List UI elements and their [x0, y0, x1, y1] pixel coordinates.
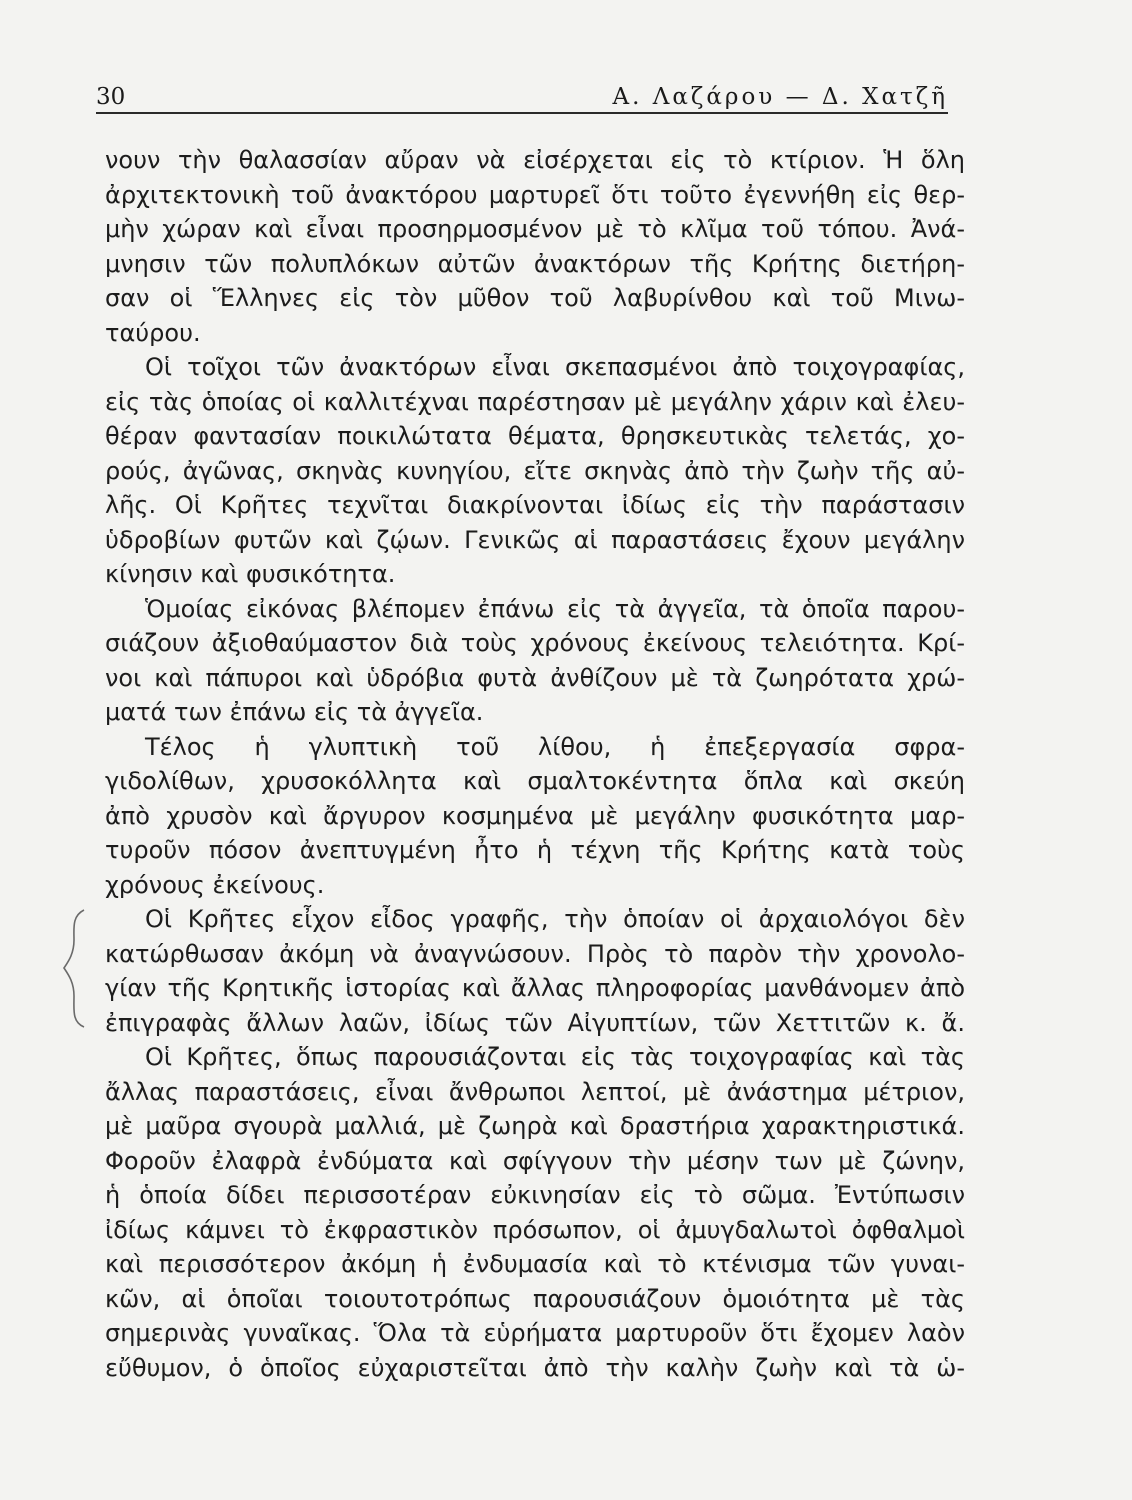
- text-line: ἀρχιτεκτονικὴ τοῦ ἀνακτόρου μαρτυρεῖ ὅτι τοῦτο ἐγεννήθη εἰς θερ-: [105, 180, 965, 209]
- text-line: ἡ ὁποία δίδει περισσοτέραν εὐκινησίαν εἰς τὸ σῶμα. Ἐντύπωσιν: [105, 1181, 965, 1209]
- text-line: εὔθυμον, ὁ ὁποῖος εὐχαριστεῖται ἀπὸ τὴν καλὴν ζωὴν καὶ τὰ ὡ-: [105, 1353, 965, 1382]
- running-head: Α. Λαζάρου — Δ. Χατζῆ: [612, 84, 948, 110]
- text-line: Οἱ τοῖχοι τῶν ἀνακτόρων εἶναι σκεπασμένοι ἀπὸ τοιχογραφίας,: [145, 353, 965, 381]
- text-line: σημερινὰς γυναῖκας. Ὅλα τὰ εὑρήματα μαρτυροῦν ὅτι ἔχομεν λαὸν: [105, 1319, 965, 1347]
- text-line: μὲ μαῦρα σγουρὰ μαλλιά, μὲ ζωηρὰ καὶ δραστήρια χαρακτηριστικά.: [105, 1112, 965, 1140]
- text-line: ματά των ἐπάνω εἰς τὰ ἀγγεῖα.: [105, 698, 484, 726]
- text-line: τυροῦν πόσον ἀνεπτυγμένη ἦτο ἡ τέχνη τῆς Κρήτης κατὰ τοὺς: [105, 836, 965, 864]
- text-line: κατώρθωσαν ἀκόμη νὰ ἀναγνώσουν. Πρὸς τὸ παρὸν τὴν χρονολο-: [105, 939, 965, 968]
- text-line: μνησιν τῶν πολυπλόκων αὐτῶν ἀνακτόρων τῆς Κρήτης διετήρη-: [105, 249, 965, 278]
- text-line: νουν τὴν θαλασσίαν αὔραν νὰ εἰσέρχεται εἰς τὸ κτίριον. Ἡ ὅλη: [105, 146, 965, 174]
- text-line: Φοροῦν ἐλαφρὰ ἐνδύματα καὶ σφίγγουν τὴν μέσην των μὲ ζώνην,: [105, 1146, 965, 1175]
- page-header: [96, 82, 948, 114]
- text-line: ἐπιγραφὰς ἄλλων λαῶν, ἰδίως τῶν Αἰγυπτίων, τῶν Χεττιτῶν κ. ἄ.: [105, 1008, 965, 1037]
- text-line: σαν οἱ Ἕλληνες εἰς τὸν μῦθον τοῦ λαβυρίνθου καὶ τοῦ Μινω-: [105, 284, 965, 312]
- text-line: γίαν τῆς Κρητικῆς ἱστορίας καὶ ἄλλας πληροφορίας μανθάνομεν ἀπὸ: [105, 974, 965, 1002]
- text-line: ταύρου.: [105, 318, 201, 347]
- text-line: ὑδροβίων φυτῶν καὶ ζῴων. Γενικῶς αἱ παραστάσεις ἔχουν μεγάλην: [105, 525, 965, 554]
- text-line: Οἱ Κρῆτες, ὅπως παρουσιάζονται εἰς τὰς τοιχογραφίας καὶ τὰς: [145, 1043, 965, 1071]
- text-line: ἀπὸ χρυσὸν καὶ ἄργυρον κοσμημένα μὲ μεγάλην φυσικότητα μαρ-: [105, 801, 965, 830]
- text-line: μὴν χώραν καὶ εἶναι προσηρμοσμένον μὲ τὸ κλῖμα τοῦ τόπου. Ἀνά-: [105, 215, 965, 243]
- handwritten-brace-mark: [58, 906, 88, 1031]
- text-line: Τέλος ἡ γλυπτικὴ τοῦ λίθου, ἡ ἐπεξεργασία σφρα-: [145, 732, 965, 761]
- text-line: γιδολίθων, χρυσοκόλλητα καὶ σμαλτοκέντητα ὅπλα καὶ σκεύη: [105, 767, 965, 795]
- text-line: Οἱ Κρῆτες εἶχον εἶδος γραφῆς, τὴν ὁποίαν οἱ ἀρχαιολόγοι δὲν: [145, 905, 965, 933]
- text-line: ἰδίως κάμνει τὸ ἐκφραστικὸν πρόσωπον, οἱ ἀμυγδαλωτοὶ ὀφθαλμοὶ: [105, 1215, 965, 1244]
- text-line: θέραν φαντασίαν ποικιλώτατα θέματα, θρησκευτικὰς τελετάς, χο-: [105, 422, 965, 450]
- page-number: 30: [96, 84, 126, 110]
- text-line: Ὁμοίας εἰκόνας βλέπομεν ἐπάνω εἰς τὰ ἀγγεῖα, τὰ ὁποῖα παρου-: [145, 594, 965, 623]
- text-line: ἄλλας παραστάσεις, εἶναι ἄνθρωποι λεπτοί, μὲ ἀνάστημα μέτριον,: [105, 1077, 965, 1106]
- text-line: νοι καὶ πάπυροι καὶ ὑδρόβια φυτὰ ἀνθίζουν μὲ τὰ ζωηρότατα χρώ-: [105, 663, 965, 692]
- text-line: κῶν, αἱ ὁποῖαι τοιουτοτρόπως παρουσιάζουν ὁμοιότητα μὲ τὰς: [105, 1284, 965, 1313]
- text-line: κίνησιν καὶ φυσικότητα.: [105, 560, 396, 588]
- text-line: καὶ περισσότερον ἀκόμη ἡ ἐνδυμασία καὶ τὸ κτένισμα τῶν γυναι-: [105, 1250, 965, 1278]
- text-line: χρόνους ἐκείνους.: [105, 870, 325, 899]
- text-line: λῆς. Οἱ Κρῆτες τεχνῖται διακρίνονται ἰδίως εἰς τὴν παράστασιν: [105, 491, 965, 519]
- text-line: εἰς τὰς ὁποίας οἱ καλλιτέχναι παρέστησαν μὲ μεγάλην χάριν καὶ ἐλευ-: [105, 387, 965, 416]
- page-body: [105, 143, 965, 1385]
- text-line: ρούς, ἀγῶνας, σκηνὰς κυνηγίου, εἴτε σκηνὰς ἀπὸ τὴν ζωὴν τῆς αὐ-: [105, 456, 965, 485]
- text-line: σιάζουν ἀξιοθαύμαστον διὰ τοὺς χρόνους ἐκείνους τελειότητα. Κρί-: [105, 629, 965, 657]
